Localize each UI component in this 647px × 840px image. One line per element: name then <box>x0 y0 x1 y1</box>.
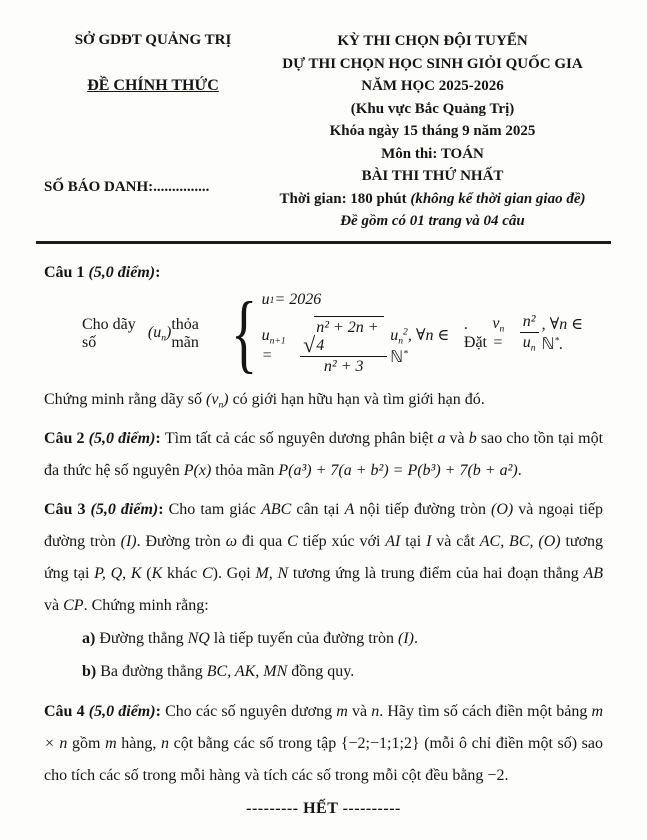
sqrt-sign: √ <box>303 332 316 357</box>
exam-title-line-2: DỰ THI CHỌN HỌC SINH GIỎI QUỐC GIA <box>282 55 583 72</box>
exam-title-line-1: KỲ THI CHỌN ĐỘI TUYỂN <box>337 33 528 49</box>
question-3-item-b: b) Ba đường thẳng BC, AK, MN đồng quy. <box>82 663 355 681</box>
q2-equation: P(a³) + 7(a + b²) = P(b³) + 7(b + a²) <box>278 461 518 479</box>
header-left-column <box>44 26 262 233</box>
exam-date: Khóa ngày 15 tháng 9 năm 2025 <box>329 123 536 139</box>
page-count-note: Đề gồm có 01 trang và 04 câu <box>340 213 525 229</box>
question-1-label: Câu 1 <box>44 263 89 281</box>
question-3-heading: Câu 3 (5,0 điểm): <box>44 500 169 518</box>
header-divider-rule <box>36 241 611 244</box>
department-name: SỞ GDĐT QUẢNG TRỊ <box>74 32 232 48</box>
question-2-paragraph: Câu 2 (5,0 điểm): Tìm tất cả các số nguyên dương phân biệt a và b sao cho tồn tại một đa thức hệ số nguyên P(x) thỏa mãn P(a³) + 7(a + b²) = P(b³) + 7(b + a²). <box>44 429 604 479</box>
region-note: (Khu vực Bắc Quảng Trị) <box>350 100 515 117</box>
duration-note: (không kể thời gian giao đề) <box>410 190 586 207</box>
v-fraction-numerator: n² <box>520 313 539 333</box>
recurrence-fraction <box>300 316 387 376</box>
v-sequence-symbol: $(v_n)$ <box>206 390 229 410</box>
v-fraction-denominator: $u_n$ <box>522 334 536 354</box>
question-2-heading: Câu 2 (5,0 điểm): <box>44 429 165 447</box>
question-1-formula <box>82 286 603 382</box>
sqrt-radicand: n² + 2n + 4 <box>314 316 384 355</box>
question-1-heading <box>44 264 603 282</box>
q1-intro-1: Cho dãy số <box>82 315 136 351</box>
school-year: NĂM HỌC 2025-2026 <box>361 78 504 94</box>
recurrence-lhs: $u_{n+1}$ = <box>261 327 286 364</box>
question-1-colon: : <box>155 263 161 281</box>
question-1-points: (5,0 điểm) <box>88 263 156 281</box>
header-right-column <box>262 26 603 233</box>
u-sequence-symbol: $(u_n)$ <box>147 323 172 344</box>
q1-intro-2: thỏa mãn <box>171 315 199 351</box>
system-brace: { <box>231 284 258 382</box>
fraction-numerator <box>300 316 387 357</box>
fraction-denominator: n² + 3 <box>323 358 364 375</box>
official-exam-label: ĐỀ CHÍNH THỨC <box>87 77 219 94</box>
q4-value-set: {−2;−1;1;2} <box>340 734 420 752</box>
system-row-initial: u 1 = 2026 <box>261 291 322 308</box>
v-definition-lhs: $v_n$ = <box>492 314 505 352</box>
recurrence-tail: $u_n^2$, ∀n ∈ ℕ* <box>390 327 450 366</box>
system-row-recurrence <box>262 316 464 376</box>
question-4-heading: Câu 4 (5,0 điểm): <box>44 702 166 720</box>
duration-label: Thời gian: 180 phút <box>279 190 411 207</box>
q1-conclusion-post: có giới hạn hữu hạn và tìm giới hạn đó. <box>228 390 485 408</box>
recurrence-system <box>262 291 464 376</box>
question-3-paragraph: Câu 3 (5,0 điểm): Cho tam giác ABC cân tại A nội tiếp đường tròn (O) và ngoại tiếp đường tròn (I). Đường tròn ω đi qua C tiếp xúc với AI tại I và cắt AC, BC, (O) tương ứng tại P, Q, K (K khác C). Gọi M, N tương ứng là trung điểm của hai đoạn thẳng AB và CP. Chứng minh rằng: <box>44 500 604 614</box>
question-4-paragraph: Câu 4 (5,0 điểm): Cho các số nguyên dương m và n. Hãy tìm số cách điền một bảng m × n gồm m hàng, n cột bằng các số trong tập {−2;−1;1;2} (mỗi ô chỉ điền một số) sao cho tích các số trong mỗi hàng và tích các số trong mỗi cột đều bằng −2. <box>44 702 604 784</box>
q1-conclusion-pre: Chứng minh rằng dãy số <box>44 390 206 408</box>
v-definition-tail: , ∀n ∈ ℕ*. <box>541 315 584 353</box>
candidate-number-field: SỐ BÁO DANH:............... <box>44 179 210 195</box>
duration-line <box>262 188 603 211</box>
subject: Môn thi: TOÁN <box>381 145 484 162</box>
v-definition-fraction <box>520 313 539 353</box>
paper-number: BÀI THI THỨ NHẤT <box>361 168 504 184</box>
q1-dat-connector: . Đặt <box>463 315 487 351</box>
exam-header <box>44 26 603 233</box>
question-3-item-a: a) Đường thẳng NQ là tiếp tuyến của đường tròn (I). <box>82 629 418 647</box>
official-exam-wrap <box>44 49 262 95</box>
end-of-exam-marker: --------- HẾT ---------- <box>246 799 401 817</box>
question-1-conclusion <box>44 384 603 416</box>
